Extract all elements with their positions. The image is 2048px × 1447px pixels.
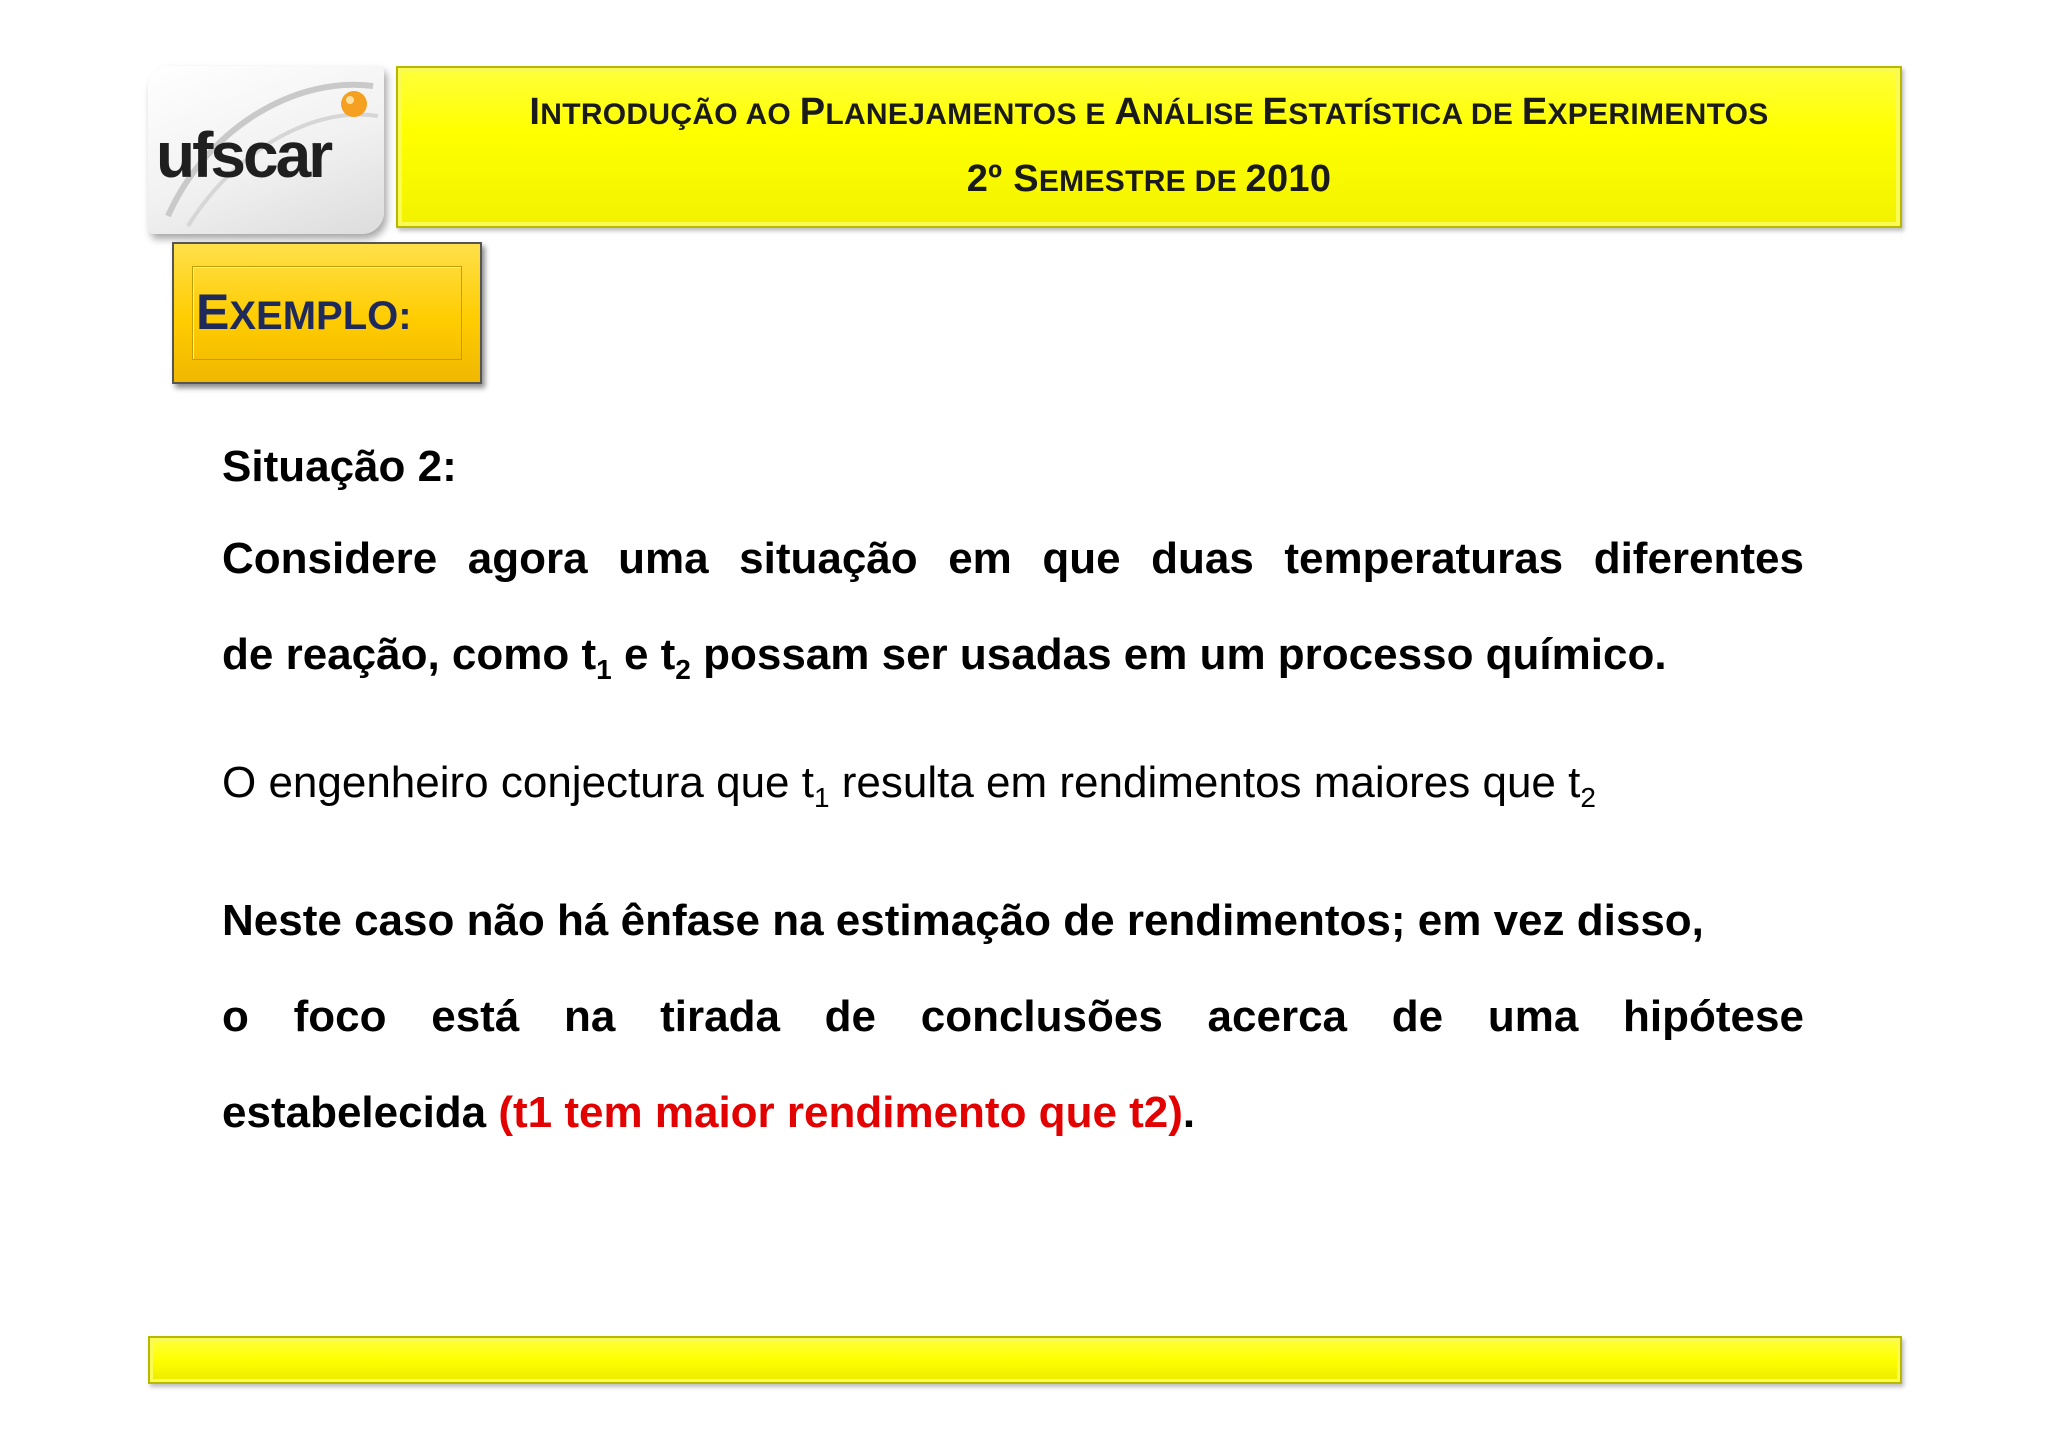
semester-year: 2010 <box>1245 158 1332 200</box>
text-run: O engenheiro conjectura que t <box>222 758 814 807</box>
para2 <box>222 758 1804 813</box>
para3-line2 <box>222 992 1804 1042</box>
ufscar-logo <box>148 66 384 234</box>
text-run: resulta em rendimentos maiores que t <box>829 758 1581 807</box>
exemplo-rest: XEMPLO: <box>229 294 412 338</box>
semester-number: 2º <box>966 158 1014 200</box>
footer-bar <box>148 1336 1902 1384</box>
title-cap: I <box>529 91 541 133</box>
subscript: 1 <box>813 782 830 813</box>
word: temperaturas <box>1284 534 1564 583</box>
para1-line1 <box>222 534 1804 584</box>
subscript: 2 <box>1580 782 1596 813</box>
logo-wordmark-text: ufscar <box>156 119 331 191</box>
title-cap: E <box>1521 91 1548 133</box>
logo-orange-dot <box>341 91 367 117</box>
semester-rest: EMESTRE DE <box>1038 165 1246 198</box>
semester-subtitle <box>967 147 1332 214</box>
word: duas <box>1151 534 1254 583</box>
title-rest: STATÍSTICA DE <box>1288 98 1522 131</box>
word: uma <box>1487 992 1579 1041</box>
word: tirada <box>660 992 780 1041</box>
title-cap: E <box>1262 91 1289 133</box>
text-run: e t <box>611 630 676 679</box>
exemplo-box <box>172 242 482 384</box>
word: na <box>564 992 616 1041</box>
word: hipótese <box>1623 992 1804 1041</box>
text-run: . <box>1182 1088 1196 1137</box>
semester-cap: S <box>1013 158 1039 200</box>
situation-title <box>222 442 1804 492</box>
subscript: 1 <box>596 654 612 685</box>
subscript: 2 <box>675 654 691 685</box>
word: uma <box>618 534 709 583</box>
word: foco <box>293 992 387 1041</box>
word: conclusões <box>920 992 1163 1041</box>
word: situação <box>739 534 918 583</box>
title-rest: NÁLISE <box>1142 98 1263 131</box>
title-rest: LANEJAMENTOS E <box>825 98 1115 131</box>
para3-line3 <box>222 1088 1804 1138</box>
text-run: possam ser usadas em um processo químico. <box>690 630 1667 679</box>
para1-line2 <box>222 630 1804 685</box>
header-banner <box>396 66 1902 228</box>
exemplo-cap: E <box>196 284 230 340</box>
word: o <box>222 992 249 1041</box>
word: Considere <box>222 534 438 583</box>
logo-wordmark <box>156 118 330 192</box>
highlighted-hypothesis: (t1 tem maior rendimento que t2) <box>498 1088 1183 1137</box>
text-run: Neste caso não há ênfase na estimação de rendimentos; em vez disso, <box>222 896 1704 945</box>
title-rest: XPERIMENTOS <box>1547 98 1769 131</box>
text-run: estabelecida <box>222 1088 499 1137</box>
word: em <box>948 534 1012 583</box>
word: de <box>824 992 876 1041</box>
word: está <box>431 992 520 1041</box>
exemplo-label <box>196 282 412 346</box>
word: que <box>1042 534 1121 583</box>
word: de <box>1391 992 1444 1041</box>
title-cap: A <box>1114 91 1143 133</box>
situation-title-text: Situação 2: <box>222 442 457 491</box>
word: acerca <box>1207 992 1348 1041</box>
title-rest: NTRODUÇÃO AO <box>540 98 800 131</box>
course-title <box>529 80 1768 147</box>
para3-line1 <box>222 896 1804 946</box>
word: agora <box>467 534 588 583</box>
text-run: de reação, como t <box>222 630 597 679</box>
word: diferentes <box>1593 534 1804 583</box>
title-cap: P <box>799 91 826 133</box>
